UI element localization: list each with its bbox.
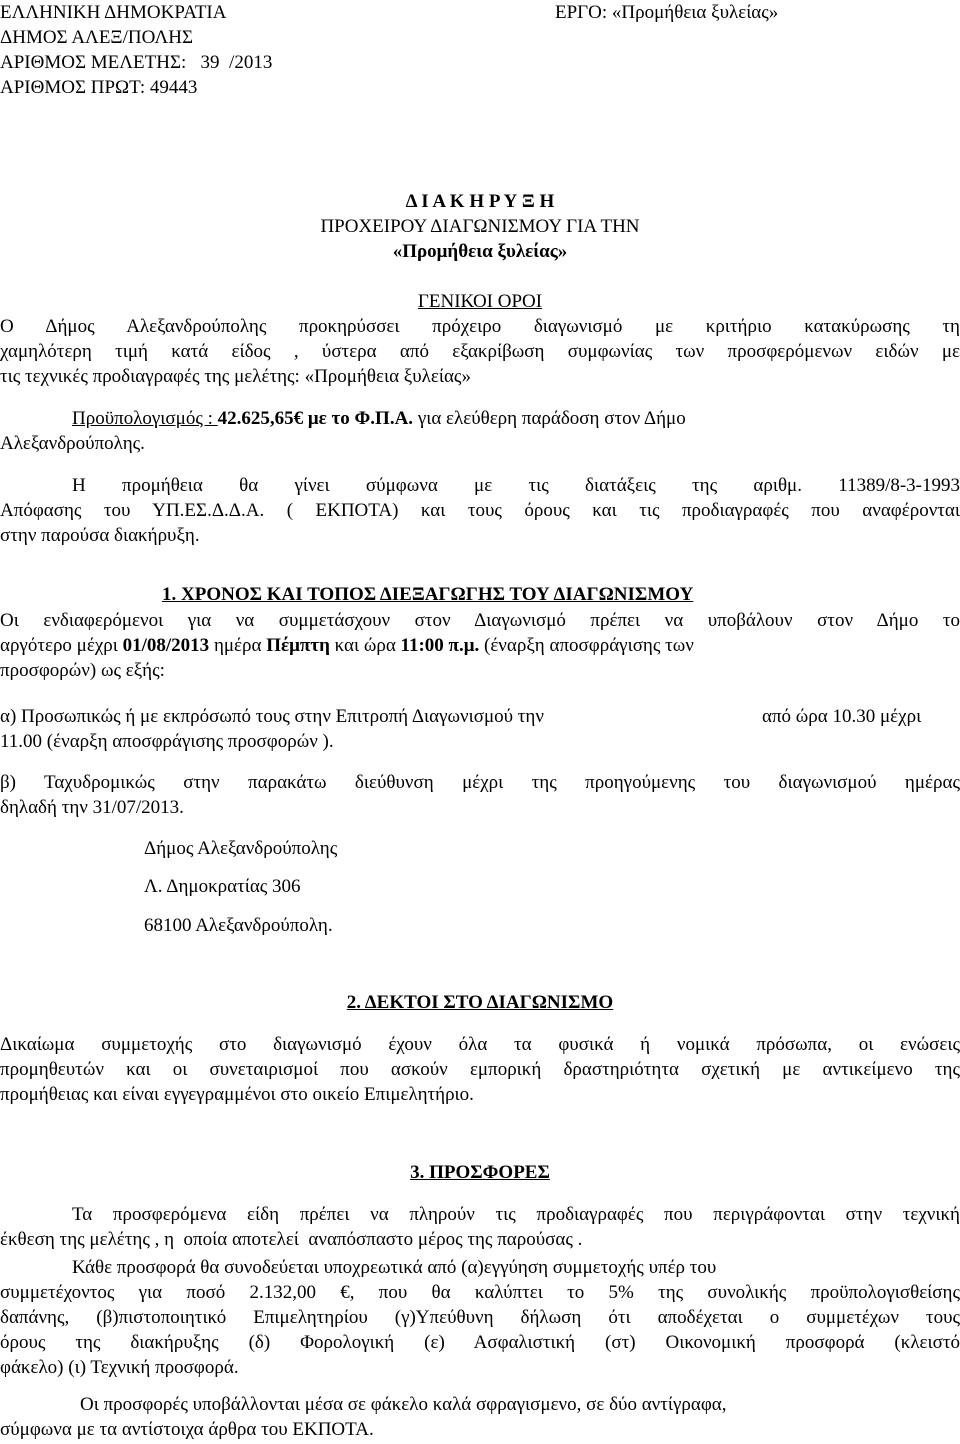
section1-line-3: προσφορών) ως εξής: xyxy=(0,660,165,681)
title-announcement: Δ Ι Α Κ Η Ρ Υ Ξ Η xyxy=(405,191,555,212)
budget-line xyxy=(72,406,686,431)
option-b-line-2: δηλαδή την 31/07/2013. xyxy=(0,797,184,818)
section3-paragraph-3 xyxy=(0,1392,960,1442)
title-subtitle: ΠΡΟΧΕΙΡΟΥ ΔΙΑΓΩΝΙΣΜΟΥ ΓΙΑ ΤΗΝ xyxy=(320,216,640,237)
option-a-line-2: 11.00 (έναρξη αποσφράγισης προσφορών ). xyxy=(0,731,334,752)
section3-paragraph-2 xyxy=(0,1255,960,1380)
deadline-text-end: (έναρξη αποσφράγισης των xyxy=(479,635,694,656)
general-terms-paragraph xyxy=(0,314,960,389)
section2-paragraph xyxy=(0,1032,960,1107)
section2-line-1: Δικαίωμα συμμετοχής στο διαγωνισμό έχουν όλα τα φυσικά ή νομικά πρόσωπα, οι ενώσεις xyxy=(0,1034,960,1055)
budget-rest: για ελεύθερη παράδοση στον Δήμο xyxy=(413,408,686,429)
section2-line-2: προμηθευτών και οι συνεταιρισμοί που ασκούν εμπορική δραστηριότητα σχετική με αντικείμενο της xyxy=(0,1059,960,1080)
offers-p2-line-5: φάκελο) (ι) Τεχνική προσφορά. xyxy=(0,1357,239,1378)
deadline-text-day: ημέρα xyxy=(209,635,267,656)
offers-p3-line-2: σύμφωνα με τα αντίστοιχα άρθρα του ΕΚΠΟΤΑ. xyxy=(0,1419,374,1440)
budget-line-2: Αλεξανδρούπολης. xyxy=(0,433,145,454)
offers-line-1: Τα προσφερόμενα είδη πρέπει να πληρούν τις προδιαγραφές που περιγράφονται στην τεχνική xyxy=(72,1204,960,1225)
header-left xyxy=(0,0,272,100)
general-line-2: χαμηλότερη τιμή κατά είδος , ύστερα από εξακρίβωση συμφωνίας των προσφερόμενων ειδών με xyxy=(0,341,960,362)
option-b-paragraph xyxy=(0,770,960,820)
section1-line-2 xyxy=(0,633,960,658)
header-project: ΕΡΓΟ: «Προμήθεια ξυλείας» xyxy=(555,2,779,23)
offers-p3-line-1: Οι προσφορές υποβάλλονται μέσα σε φάκελο καλά σφραγισμενο, σε δύο αντίγραφα, xyxy=(80,1394,727,1415)
option-b-line-1: β) Ταχυδρομικώς στην παρακάτω διεύθυνση μέχρι της προηγούμενης του διαγωνισμού ημέρας xyxy=(0,772,960,793)
general-terms-heading: ΓΕΝΙΚΟΙ ΟΡΟΙ xyxy=(417,291,543,312)
header-study-number: ΑΡΙΘΜΟΣ ΜΕΛΕΤΗΣ: 39 /2013 xyxy=(0,52,273,73)
section1-paragraph xyxy=(0,608,960,683)
budget-label: Προϋπολογισμός : xyxy=(72,408,218,429)
legal-paragraph xyxy=(0,473,960,548)
budget-value: 42.625,65€ με το Φ.Π.Α. xyxy=(217,408,414,429)
address-street: Λ. Δημοκρατίας 306 xyxy=(144,876,301,897)
section3-paragraph-1 xyxy=(0,1202,960,1252)
deadline-text-time: και ώρα xyxy=(329,635,401,656)
deadline-day: Πέμπτη xyxy=(266,635,330,656)
header-country: ΕΛΛΗΝΙΚΗ ΔΗΜΟΚΡΑΤΙΑ xyxy=(0,2,227,23)
section3-heading: 3. ΠΡΟΣΦΟΡΕΣ xyxy=(410,1162,550,1183)
deadline-text: αργότερο μέχρι xyxy=(0,635,123,656)
option-a-left: α) Προσωπικώς ή με εκπρόσωπό τους στην Επιτροπή Διαγωνισμού την xyxy=(0,706,544,727)
address-municipality: Δήμος Αλεξανδρούπολης xyxy=(144,838,338,859)
general-line-1: Ο Δήμος Αλεξανδρούπολης προκηρύσσει πρόχειρο διαγωνισμό με κριτήριο κατακύρωσης τη xyxy=(0,316,960,337)
header-municipality: ΔΗΜΟΣ ΑΛΕΞ/ΠΟΛΗΣ xyxy=(0,27,194,48)
deadline-date: 01/08/2013 xyxy=(122,635,210,656)
offers-p2-line-4: όρους της διακήρυξης (δ) Φορολογική (ε) Ασφαλιστική (στ) Οικονομική προσφορά (κλειστό xyxy=(0,1332,960,1353)
address-postcode: 68100 Αλεξανδρούπολη. xyxy=(144,915,333,936)
section2-heading: 2. ΔΕΚΤΟΙ ΣΤΟ ΔΙΑΓΩΝΙΣΜΟ xyxy=(346,992,614,1013)
title-project: «Προμήθεια ξυλείας» xyxy=(392,241,568,262)
legal-line-3: στην παρούσα διακήρυξη. xyxy=(0,525,200,546)
general-line-3: τις τεχνικές προδιαγραφές της μελέτης: «Προμήθεια ξυλείας» xyxy=(0,366,471,387)
offers-line-2: έκθεση της μελέτης , η οποία αποτελεί αναπόσπαστο μέρος της παρούσας . xyxy=(0,1229,583,1250)
deadline-time: 11:00 π.μ. xyxy=(400,635,480,656)
header-protocol-number: ΑΡΙΘΜΟΣ ΠΡΩΤ: 49443 xyxy=(0,77,198,98)
section1-heading: 1. ΧΡΟΝΟΣ ΚΑΙ ΤΟΠΟΣ ΔΙΕΞΑΓΩΓΗΣ ΤΟΥ ΔΙΑΓΩΝΙΣΜΟΥ xyxy=(162,584,694,605)
offers-p2-line-1: Κάθε προσφορά θα συνοδεύεται υποχρεωτικά από (α)εγγύηση συμμετοχής υπέρ του xyxy=(72,1257,717,1278)
legal-line-2: Απόφασης του ΥΠ.ΕΣ.Δ.Δ.Α. ( ΕΚΠΟΤΑ) και τους όρους και τις προδιαγραφές που αναφέρονται xyxy=(0,500,960,521)
option-a-right: από ώρα 10.30 μέχρι xyxy=(762,706,922,727)
legal-line-1: Η προμήθεια θα γίνει σύμφωνα με τις διατάξεις της αριθμ. 11389/8-3-1993 xyxy=(72,475,960,496)
offers-p2-line-2: συμμετέχοντος για ποσό 2.132,00 €, που θα καλύπτει το 5% της συνολικής προϋπολογισθείσης xyxy=(0,1282,960,1303)
offers-p2-line-3: δαπάνης, (β)πιστοποιητικό Επιμελητηρίου (γ)Υπεύθυνη δήλωση ότι αποδέχεται ο συμμετέχων τους xyxy=(0,1307,960,1328)
section2-line-3: προμήθειας και είναι εγγεγραμμένοι στο οικείο Επιμελητήριο. xyxy=(0,1084,474,1105)
section1-line-1: Οι ενδιαφερόμενοι για να συμμετάσχουν στον Διαγωνισμό πρέπει να υποβάλουν στον Δήμο το xyxy=(0,610,960,631)
